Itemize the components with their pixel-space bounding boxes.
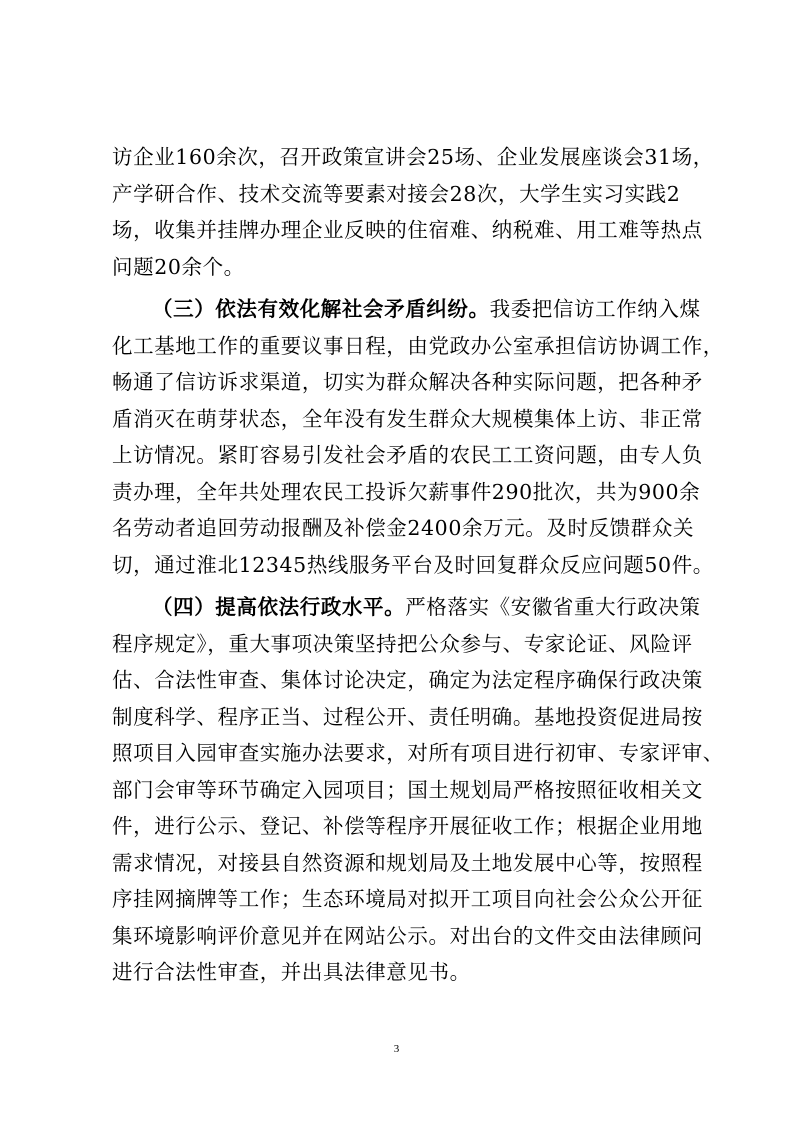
text-line: 产学研合作、技术交流等要素对接会28次，大学生实习实践2 xyxy=(112,181,681,206)
section-4-first-line-text: 严格落实《安徽省重大行政决策 xyxy=(405,595,701,619)
text-line: 盾消灭在萌芽状态，全年没有发生群众大规模集体上访、非正常 xyxy=(112,406,703,431)
text-line: 畅通了信访诉求渠道，切实为群众解决各种实际问题，把各种矛 xyxy=(112,370,703,394)
section-3-heading: （三）依法有效化解社会矛盾纠纷。 xyxy=(152,297,490,321)
page-number: 3 xyxy=(393,1043,400,1055)
section-4-paragraph xyxy=(112,589,724,991)
text-line: 上访情况。紧盯容易引发社会矛盾的农民工工资问题，由专人负 xyxy=(112,443,703,467)
section-3-first-line-text: 我委把信访工作纳入煤 xyxy=(489,297,701,321)
section-4-heading: （四）提高依法行政水平。 xyxy=(152,595,406,619)
section-3-first-line xyxy=(112,291,701,328)
paragraph-continuation xyxy=(112,139,714,285)
body-text xyxy=(112,139,724,991)
text-line: 访企业160余次，召开政策宣讲会25场、企业发展座谈会31场， xyxy=(112,145,714,169)
text-line: 照项目入园审查实施办法要求，对所有项目进行初审、专家评审、 xyxy=(112,741,724,765)
text-line: 切，通过淮北12345热线服务平台及时回复群众反应问题50件。 xyxy=(112,552,714,577)
text-line: 场，收集并挂牌办理企业反映的住宿难、纳税难、用工难等热点 xyxy=(112,218,703,242)
text-line: 制度科学、程序正当、过程公开、责任明确。基地投资促进局按 xyxy=(112,704,703,729)
text-line: 问题20余个。 xyxy=(112,254,245,279)
text-line: 进行合法性审查，并出具法律意见书。 xyxy=(112,960,471,984)
text-line: 责办理，全年共处理农民工投诉欠薪事件290批次，共为900余 xyxy=(112,479,701,504)
text-line: 件，进行公示、登记、补偿等程序开展征收工作；根据企业用地 xyxy=(112,814,703,838)
text-line: 需求情况，对接县自然资源和规划局及土地发展中心等，按照程 xyxy=(112,850,703,875)
text-line: 序挂网摘牌等工作；生态环境局对拟开工项目向社会公众公开征 xyxy=(112,887,703,911)
text-line: 集环境影响评价意见并在网站公示。对出台的文件交由法律顾问 xyxy=(112,923,703,948)
text-line: 估、合法性审查、集体讨论决定，确定为法定程序确保行政决策 xyxy=(112,668,703,692)
section-4-first-line xyxy=(112,589,701,626)
section-3-paragraph xyxy=(112,291,724,583)
text-line: 化工基地工作的重要议事日程，由党政办公室承担信访协调工作， xyxy=(112,333,724,358)
text-line: 程序规定》，重大事项决策坚持把公众参与、专家论证、风险评 xyxy=(112,631,693,656)
text-line: 名劳动者追回劳动报酬及补偿金2400余万元。及时反馈群众关 xyxy=(112,516,695,540)
text-line: 部门会审等环节确定入园项目；国土规划局严格按照征收相关文 xyxy=(112,777,703,802)
